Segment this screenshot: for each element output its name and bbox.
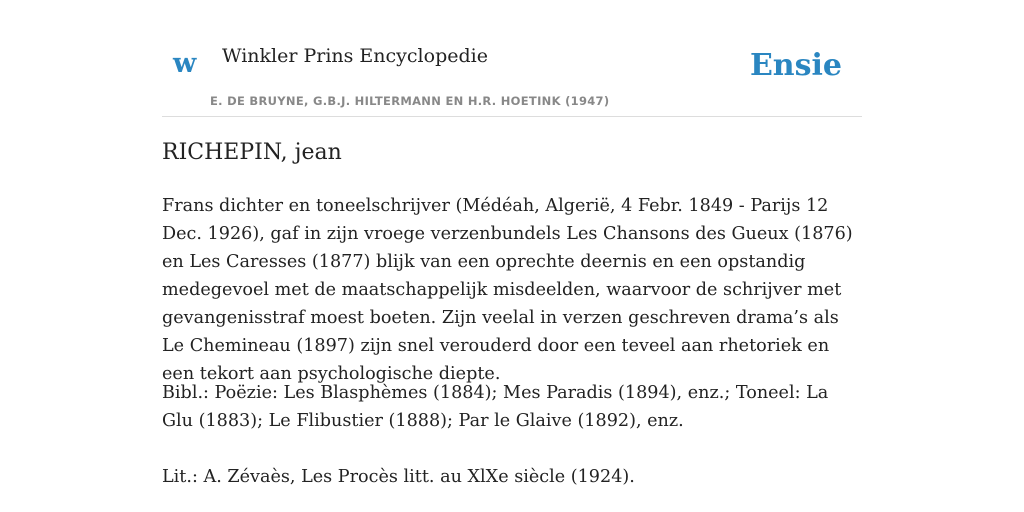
book-authors: E. DE BRUYNE, G.B.J. HILTERMANN EN H.R. HOETINK (1947) xyxy=(210,94,610,108)
page xyxy=(162,0,862,487)
ensie-brand-logo[interactable]: Ensie xyxy=(749,48,842,83)
book-title-link[interactable]: Winkler Prins Encyclopedie xyxy=(222,45,488,67)
entry-title: RICHEPIN, jean xyxy=(162,140,342,165)
entry-paragraph-description: Frans dichter en toneelschrijver (Médéah, Algerië, 4 Febr. 1849 - Parijs 12 Dec. 1926), gaf in zijn vroege verzenbundels Les Chansons des Gueux (1876) en Les Caresses (1877) blijk van een oprechte deernis en een opstandig medegevoel met de maatschappelijk misdeelden, waarvoor de schrijver met gevangenisstraf moest boeten. Zijn veelal in verzen geschreven drama’s als Le Chemineau (1897) zijn snel verouderd door een teveel aan rhetoriek en een tekort aan psychologische diepte. xyxy=(162,196,853,384)
entry-paragraph-bibliography: Bibl.: Poëzie: Les Blasphèmes (1884); Mes Paradis (1894), enz.; Toneel: La Glu (1883); Le Flibustier (1888); Par le Glaive (1892), enz. xyxy=(162,383,829,431)
entry-paragraph-literature: Lit.: A. Zévaès, Les Procès litt. au XlXe siècle (1924). xyxy=(162,467,635,487)
encyclopedia-logo-icon[interactable]: w xyxy=(173,48,197,79)
page-header xyxy=(162,0,862,117)
